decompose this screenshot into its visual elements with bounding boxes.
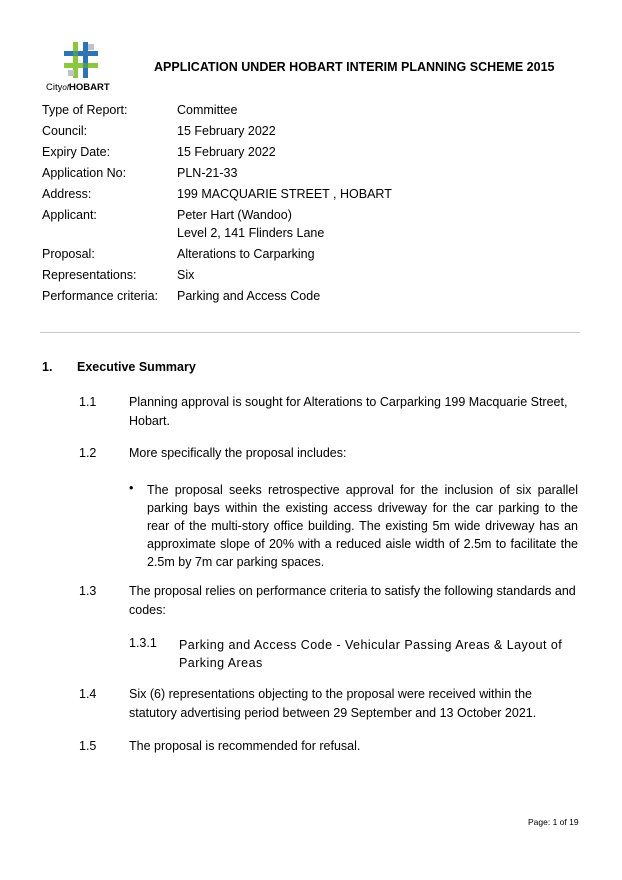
document-title: APPLICATION UNDER HOBART INTERIM PLANNING SCHEME 2015 (154, 60, 555, 74)
detail-row-application-no (42, 166, 237, 180)
detail-label: Performance criteria: (42, 289, 159, 303)
detail-row-council (42, 124, 276, 138)
item-number: 1.4 (79, 687, 97, 701)
bullet-text: The proposal seeks retrospective approval for the inclusion of six parallel parking bays within the existing access driveway for the car parking to the rear of the multi-story office building. The existing 5m wide driveway has an approximate slope of 20% with a reduced aisle width of 2.5m to facilitate the 2.5m by 7m car parking spaces. (147, 483, 578, 569)
detail-row-representations (42, 268, 194, 282)
subitem-number: 1.3.1 (129, 636, 157, 650)
detail-value-multiline (177, 208, 324, 240)
detail-label: Expiry Date: (42, 145, 111, 159)
detail-value: Alterations to Carparking (177, 247, 315, 261)
bullet-icon: • (129, 481, 134, 495)
item-number: 1.5 (79, 739, 97, 753)
detail-value: Six (177, 268, 195, 282)
detail-row-expiry (42, 145, 276, 159)
logo-wordmark: CityofHOBART (46, 82, 110, 93)
detail-row-address (42, 187, 392, 201)
detail-row-applicant (42, 208, 324, 240)
page-number: Page: 1 of 19 (528, 817, 579, 827)
detail-label: Address: (42, 187, 92, 201)
detail-value-line2: Level 2, 141 Flinders Lane (177, 226, 325, 240)
detail-value: 15 February 2022 (177, 124, 276, 138)
detail-row-proposal (42, 247, 315, 261)
detail-label: Type of Report: (42, 103, 128, 117)
city-of-hobart-logo (40, 42, 120, 98)
detail-value: 199 MACQUARIE STREET , HOBART (177, 187, 392, 201)
detail-label: Representations: (42, 268, 137, 282)
detail-label: Council: (42, 124, 88, 138)
subitem-text: Parking and Access Code - Vehicular Passing Areas & Layout of Parking Areas (179, 638, 563, 670)
item-text: More specifically the proposal includes: (129, 446, 347, 460)
horizontal-divider (40, 332, 580, 333)
section-number: 1. (42, 360, 53, 374)
hobart-crest-icon (64, 42, 98, 78)
item-number: 1.3 (79, 584, 97, 598)
item-text: Six (6) representations objecting to the proposal were received within the statutory advertising period between 29 September and 13 October 2021. (129, 687, 537, 720)
item-text: The proposal is recommended for refusal. (129, 739, 361, 753)
detail-value: 15 February 2022 (177, 145, 276, 159)
item-number: 1.1 (79, 395, 97, 409)
detail-value: PLN-21-33 (177, 166, 238, 180)
section-title: Executive Summary (77, 360, 196, 374)
detail-label: Applicant: (42, 208, 97, 222)
detail-value: Parking and Access Code (177, 289, 321, 303)
detail-value: Committee (177, 103, 238, 117)
detail-row-type (42, 103, 237, 117)
item-text: Planning approval is sought for Alterations to Carparking 199 Macquarie Street, Hobart. (129, 395, 568, 428)
detail-label: Application No: (42, 166, 127, 180)
detail-value: Peter Hart (Wandoo) (177, 208, 292, 222)
item-text: The proposal relies on performance criteria to satisfy the following standards and codes: (129, 584, 576, 617)
detail-label: Proposal: (42, 247, 95, 261)
detail-row-performance-criteria (42, 289, 320, 303)
item-number: 1.2 (79, 446, 97, 460)
